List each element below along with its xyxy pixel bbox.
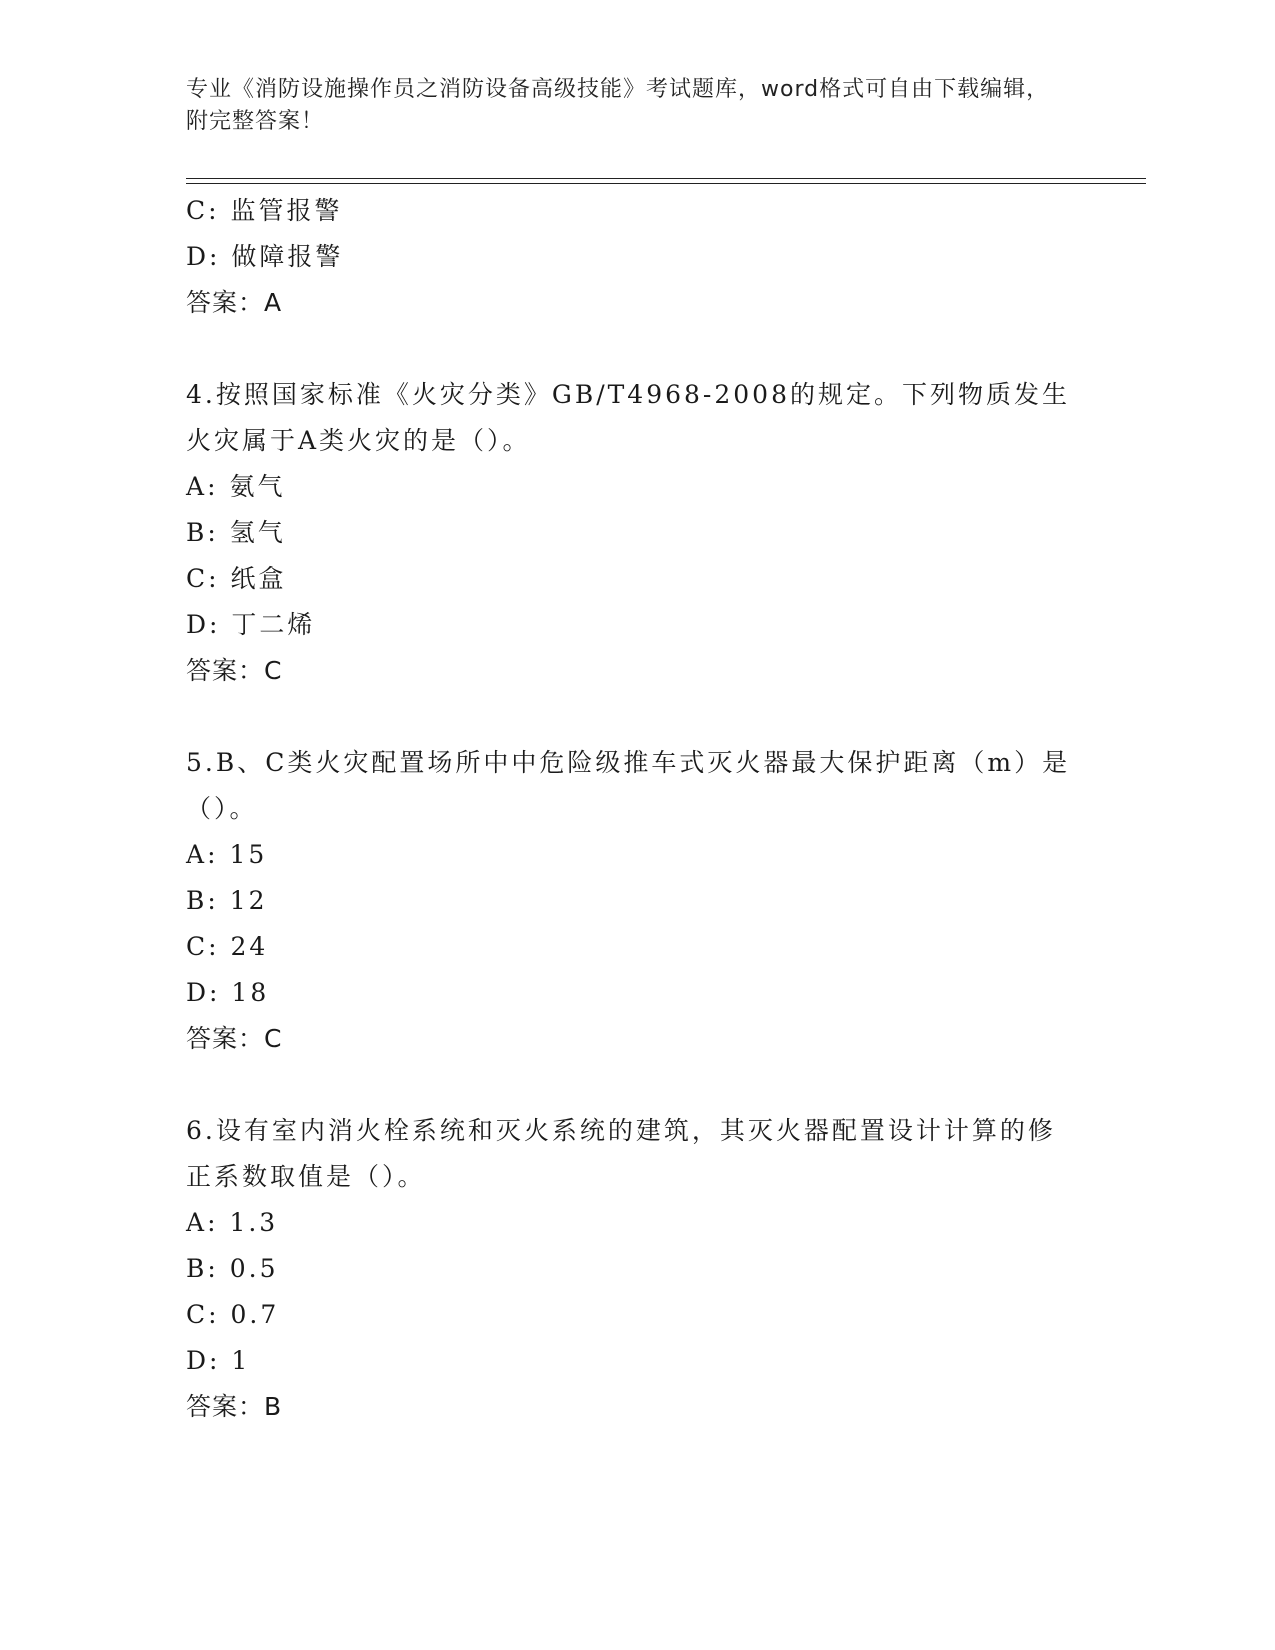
header-divider-bottom	[186, 183, 1146, 184]
question-block-5	[186, 740, 1086, 1062]
option-c: C: 0.7	[186, 1300, 280, 1329]
header-divider-top	[186, 178, 1146, 179]
option-c: C: 24	[186, 932, 269, 961]
option-a: A: 15	[186, 840, 268, 869]
option-a: A: 1.3	[186, 1208, 279, 1237]
option-b: B: 氢气	[186, 518, 286, 547]
answer-line: 答案：C	[186, 656, 283, 685]
option-d: D: 1	[186, 1346, 251, 1375]
answer-line: 答案：C	[186, 1024, 283, 1053]
question-block-4	[186, 372, 1086, 694]
question-stem: 4.按照国家标准《火灾分类》GB/T4968-2008的规定。下列物质发生火灾属于A类火灾的是（）。	[186, 380, 1070, 455]
option-a: A: 氨气	[186, 472, 286, 501]
option-d: D: 做障报警	[186, 242, 344, 271]
question-block-partial	[186, 188, 1086, 326]
option-c: C: 监管报警	[186, 196, 343, 225]
document-header-note: 专业《消防设施操作员之消防设备高级技能》考试题库，word格式可自由下载编辑，附完整答案！	[186, 77, 1050, 134]
question-list	[186, 188, 1086, 1430]
option-b: B: 12	[186, 886, 268, 915]
question-stem: 5.B、C类火灾配置场所中中危险级推车式灭火器最大保护距离（m）是（）。	[186, 748, 1071, 823]
option-d: D: 18	[186, 978, 270, 1007]
answer-line: 答案：A	[186, 288, 283, 317]
option-b: B: 0.5	[186, 1254, 279, 1283]
option-c: C: 纸盒	[186, 564, 287, 593]
option-d: D: 丁二烯	[186, 610, 316, 639]
question-stem: 6.设有室内消火栓系统和灭火系统的建筑，其灭火器配置设计计算的修正系数取值是（）。	[186, 1116, 1056, 1191]
answer-line: 答案：B	[186, 1392, 283, 1421]
question-block-6	[186, 1108, 1086, 1430]
